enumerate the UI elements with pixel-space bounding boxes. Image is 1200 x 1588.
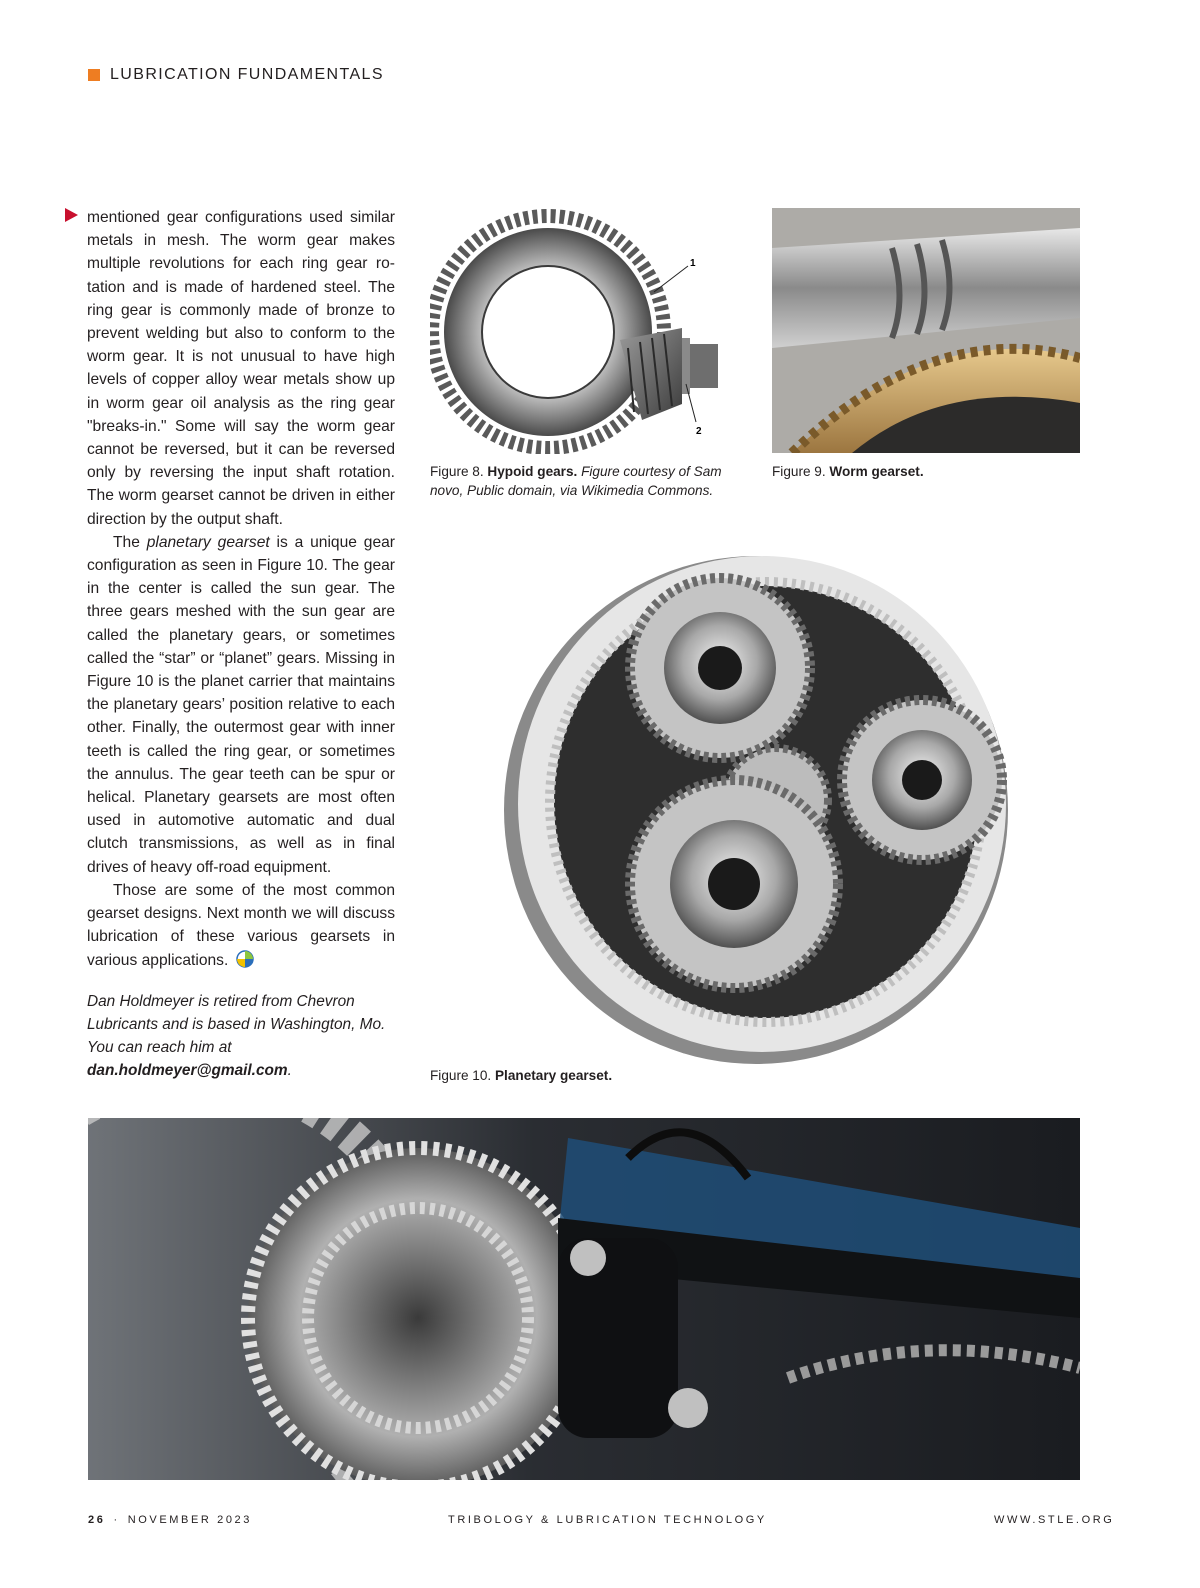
figure-10-caption [430,1066,730,1085]
footer-separator: · [113,1514,120,1526]
bio-text: Dan Holdmeyer is retired from Chevron Lubricants and is based in Washington, Mo. You can reach him at [87,993,386,1056]
page-number: 26 [88,1514,106,1526]
paragraph-2-rest: is a unique gear configuration as seen in Figure 10. The gear in the center is called the sun gear. The three gears meshed with the sun gear are called the planetary gears, or sometimes called the “star” or “planet” gears. Missing in Figure 10 is the planet carrier that maintains the planetary gears’ position relative to each other. Finally, the outermost gear with inner teeth is called the ring gear, or sometimes the annulus. The gear teeth can be spur or helical. Planetary gearsets are most often used in automotive automatic and dual clutch transmissions, as well as in final drives of heavy off-road equipment. [87,533,395,876]
figure-9-worm-gearset-image [772,208,1080,453]
figure-10-title: Planetary gearset. [494,1068,613,1083]
author-bio [87,990,387,1082]
figure-8-callout-1: 1 [690,258,696,269]
figure-8-title: Hypoid gears. [487,464,578,479]
figure-10-planetary-gearset-image [494,528,1014,1068]
paragraph-1: mentioned gear configurations used similar metals in mesh. The worm gear makes multiple revolutions for each ring gear rotation and is made of hardened steel. The ring gear is commonly made of bronze to prevent welding but also to conform to the worm gear. It is not unusual to have high levels of copper alloy wear metals show up in worm gear oil analysis as the ring gear "breaks-in." Some will say the worm gear cannot be reversed, but it can be reversed only by reversing the input shaft rotation. The worm gearset cannot be driven in either direction by the output shaft. [87,209,395,528]
paragraph-3-text: Those are some of the most common gearset designs. Next month we will discuss lubrication of these various gearsets in various applications. [87,881,395,969]
figure-8-callout-2: 2 [696,426,702,437]
section-header [88,66,384,84]
figure-8-caption [430,462,740,500]
paragraph-2-emphasis: planetary gearset [146,533,270,551]
bio-end: . [287,1062,292,1079]
figure-8-number: Figure 8. [430,464,488,479]
paragraph-2-lead: The [113,533,147,551]
triangle-right-icon [65,208,78,222]
figure-9-number: Figure 9. [772,464,830,479]
issue-date: NOVEMBER 2023 [127,1514,252,1526]
figure-8-hypoid-gears-image [430,208,730,454]
article-body [87,206,395,972]
publication-name: TRIBOLOGY & LUBRICATION TECHNOLOGY [448,1514,767,1526]
section-square-icon [88,69,100,81]
section-label: LUBRICATION FUNDAMENTALS [110,66,384,83]
footer-page-info [88,1514,252,1526]
figure-9-caption [772,462,1072,481]
author-email[interactable]: dan.holdmeyer@gmail.com [87,1062,288,1079]
figure-10-number: Figure 10. [430,1068,495,1083]
stle-logo-icon [236,950,254,968]
paragraph-2 [87,531,395,879]
paragraph-3 [87,879,395,972]
bicycle-cassette-photo [88,1118,1080,1480]
figure-8-credit: Figure courtesy of Sam novo, Public domain, via Wikimedia Commons. [430,464,722,498]
figure-9-title: Worm gearset. [829,464,924,479]
website-url[interactable]: WWW.STLE.ORG [994,1514,1115,1526]
